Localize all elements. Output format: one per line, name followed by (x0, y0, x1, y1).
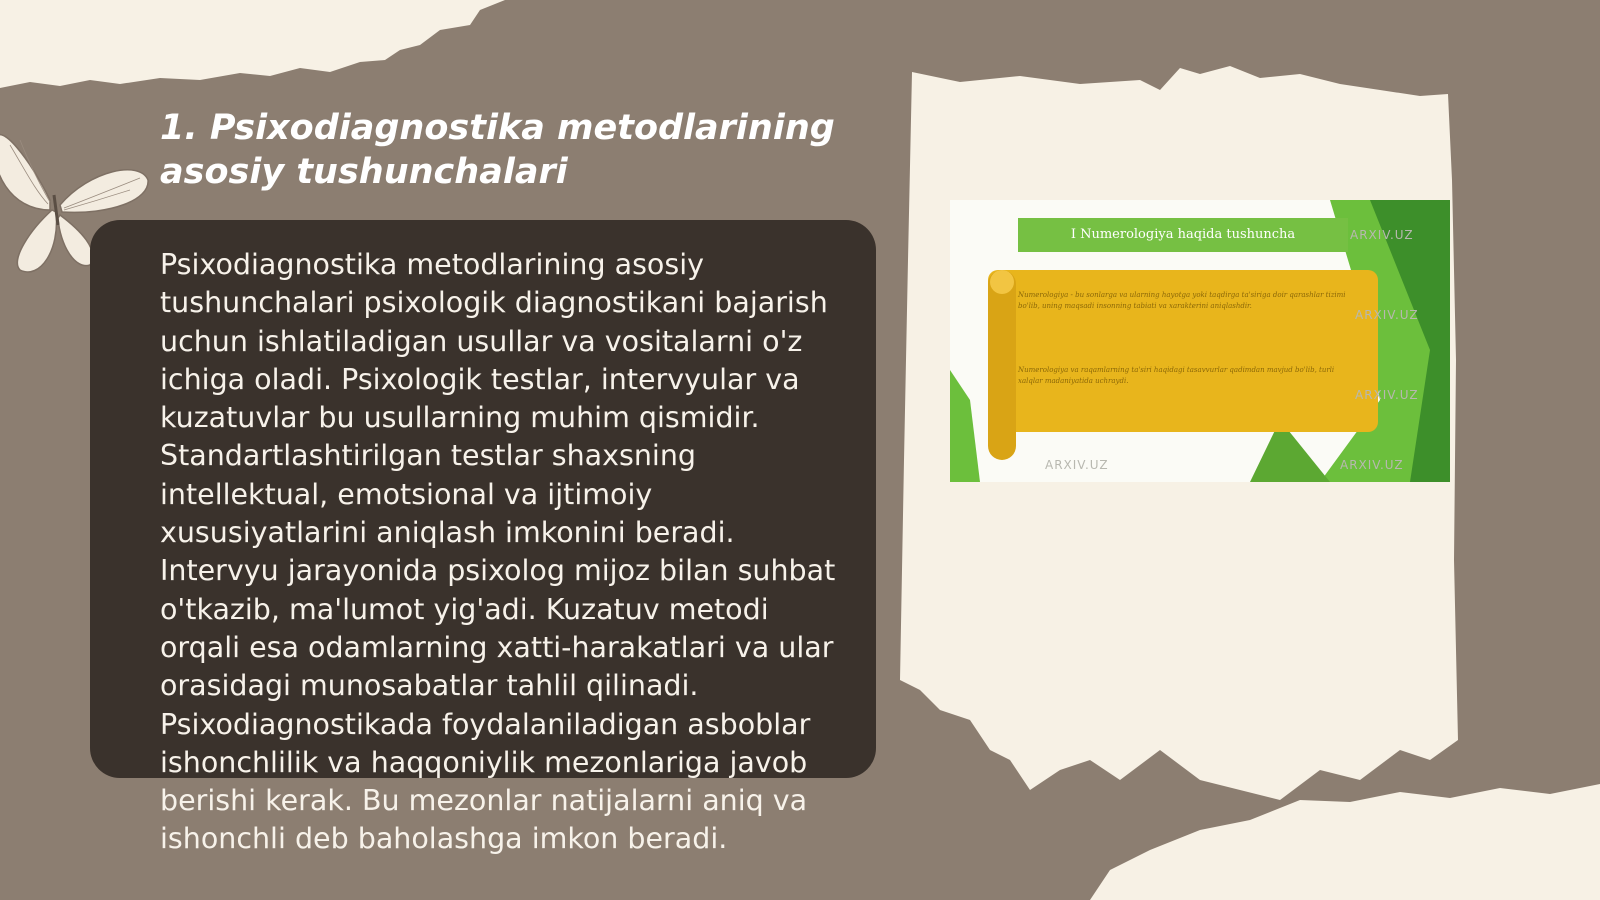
embedded-slide-image (950, 200, 1450, 482)
embedded-slide-title: I Numerologiya haqida tushuncha (1070, 227, 1296, 242)
torn-paper-bottom-right (0, 780, 1600, 900)
watermark: ARXIV.UZ (1340, 458, 1404, 472)
watermark: ARXIV.UZ (1350, 228, 1414, 242)
slide-title: 1. Psixodiagnostika metodlarining asosiy tushunchalari (160, 108, 835, 192)
slide-body-text: Psixodiagnostika metodlarining asosiy tushunchalari psixologik diagnostikani bajarish uchun ishlatiladigan usullar va vositalarni o'z ichiga oladi. Psixologik testlar, intervyular va kuzatuvlar bu usullarning muhim qismidir. Standartlashtirilgan testlar shaxsning intellektual, emotsional va ijtimoiy xususiyatlarini aniqlash imkonini beradi. Intervyu jarayonida psixolog mijoz bilan suhbat o'tkazib, ma'lumot yig'adi. Kuzatuv metodi orqali esa odamlarning xatti-harakatlari va ular orasidagi munosabatlar tahlil qilinadi. Psixodiagnostikada foydalaniladigan asboblar ishonchlilik va haqqoniylik mezonlariga javob berishi kerak. Bu mezonlar natijalarni aniq va ishonchli deb baholashga imkon beradi. (160, 248, 836, 856)
watermark: ARXIV.UZ (1355, 308, 1419, 322)
embedded-slide-paragraph-2: Numerologiya va raqamlarning ta'siri haqidagi tasavvurlar qadimdan mavjud bo'lib, turli xalqlar madaniyatida uchraydi. (1018, 366, 1335, 385)
watermark: ARXIV.UZ (1045, 458, 1109, 472)
embedded-slide-paragraph-1: Numerologiya - bu sonlarga va ularning hayotga yoki taqdirga ta'siriga doir qarashlar tizimi bo'lib, uning maqsadi insonning tabiati va xarakterini aniqlashdir. (1018, 291, 1346, 310)
watermark: ARXIV.UZ (1355, 388, 1419, 402)
